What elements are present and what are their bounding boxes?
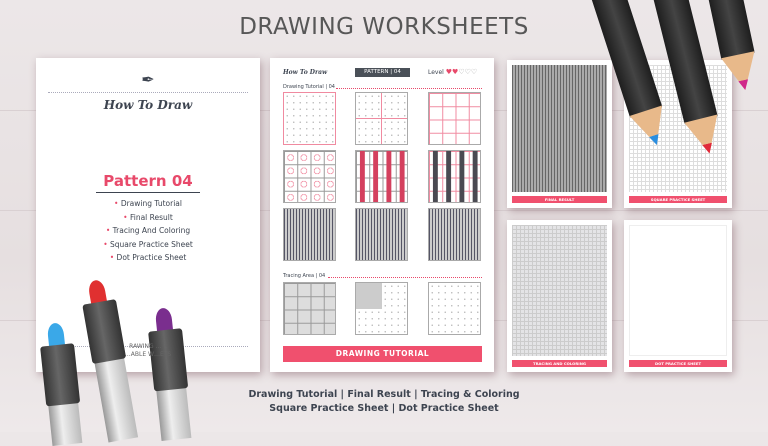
level-rating — [428, 68, 477, 76]
thumbnail-label: DOT PRACTICE SHEET — [629, 360, 727, 367]
step-cell — [283, 150, 336, 203]
cover-page — [36, 58, 260, 372]
thumbnail-preview — [512, 65, 607, 192]
section-label: Tracing Area | 04 — [283, 273, 326, 279]
thumbnail-dot-practice[interactable] — [624, 220, 732, 372]
page-title: DRAWING WORKSHEETS — [239, 14, 529, 40]
thumbnail-label: FINAL RESULT — [512, 196, 607, 203]
heart-filled-icon: ♥ — [452, 68, 459, 76]
divider — [336, 88, 482, 89]
caption — [0, 388, 768, 416]
list-item: • Tracing And Coloring — [36, 224, 260, 238]
footer-line: …ABLE W…ETS — [124, 351, 172, 358]
step-cell — [428, 208, 481, 261]
footer-line: RAWING … L — [129, 343, 167, 350]
drawing-tutorial-button[interactable]: DRAWING TUTORIAL — [283, 346, 482, 362]
thumbnail-label: TRACING AND COLORING — [512, 360, 607, 367]
step-cell — [428, 92, 481, 145]
step-cell — [283, 208, 336, 261]
tutorial-logo: How To Draw — [283, 69, 328, 76]
pen-logo-icon: ✒ — [141, 70, 155, 89]
thumbnail-label: SQUARE PRACTICE SHEET — [629, 196, 727, 203]
step-cell — [355, 150, 408, 203]
list-item: • Dot Practice Sheet — [36, 251, 260, 265]
caption-line: Drawing Tutorial | Final Result | Tracing & Coloring — [248, 389, 520, 400]
step-cell — [355, 92, 408, 145]
thumbnail-preview — [629, 225, 727, 356]
tracing-cell — [355, 282, 408, 335]
cover-footer — [36, 343, 260, 359]
step-cell — [355, 208, 408, 261]
tutorial-page — [270, 58, 494, 372]
divider — [328, 277, 482, 278]
heart-outline-icon: ♡ — [458, 68, 465, 76]
thumbnail-preview — [512, 225, 607, 356]
list-item: • Drawing Tutorial — [36, 197, 260, 211]
step-cell — [283, 92, 336, 145]
section-label: Drawing Tutorial | 04 — [283, 84, 335, 90]
thumbnail-tracing-coloring[interactable] — [507, 220, 612, 372]
list-item: • Final Result — [36, 211, 260, 225]
pattern-badge: PATTERN | 04 — [355, 68, 410, 77]
heart-outline-icon: ♡ — [470, 68, 478, 76]
heart-outline-icon: ♡ — [464, 68, 471, 76]
caption-line: Square Practice Sheet | Dot Practice Sheet — [269, 403, 499, 414]
tracing-cell — [283, 282, 336, 335]
heart-filled-icon: ♥ — [445, 68, 453, 76]
tracing-cell — [428, 282, 481, 335]
cover-logo-text: How To Draw — [103, 98, 193, 112]
pattern-title: Pattern 04 — [103, 172, 193, 190]
list-item: • Square Practice Sheet — [36, 238, 260, 252]
step-cell — [428, 150, 481, 203]
level-label: Level — [428, 69, 444, 76]
divider — [48, 92, 248, 93]
title-underline — [96, 192, 200, 193]
thumbnail-final-result[interactable] — [507, 60, 612, 208]
contents-list — [36, 197, 260, 265]
